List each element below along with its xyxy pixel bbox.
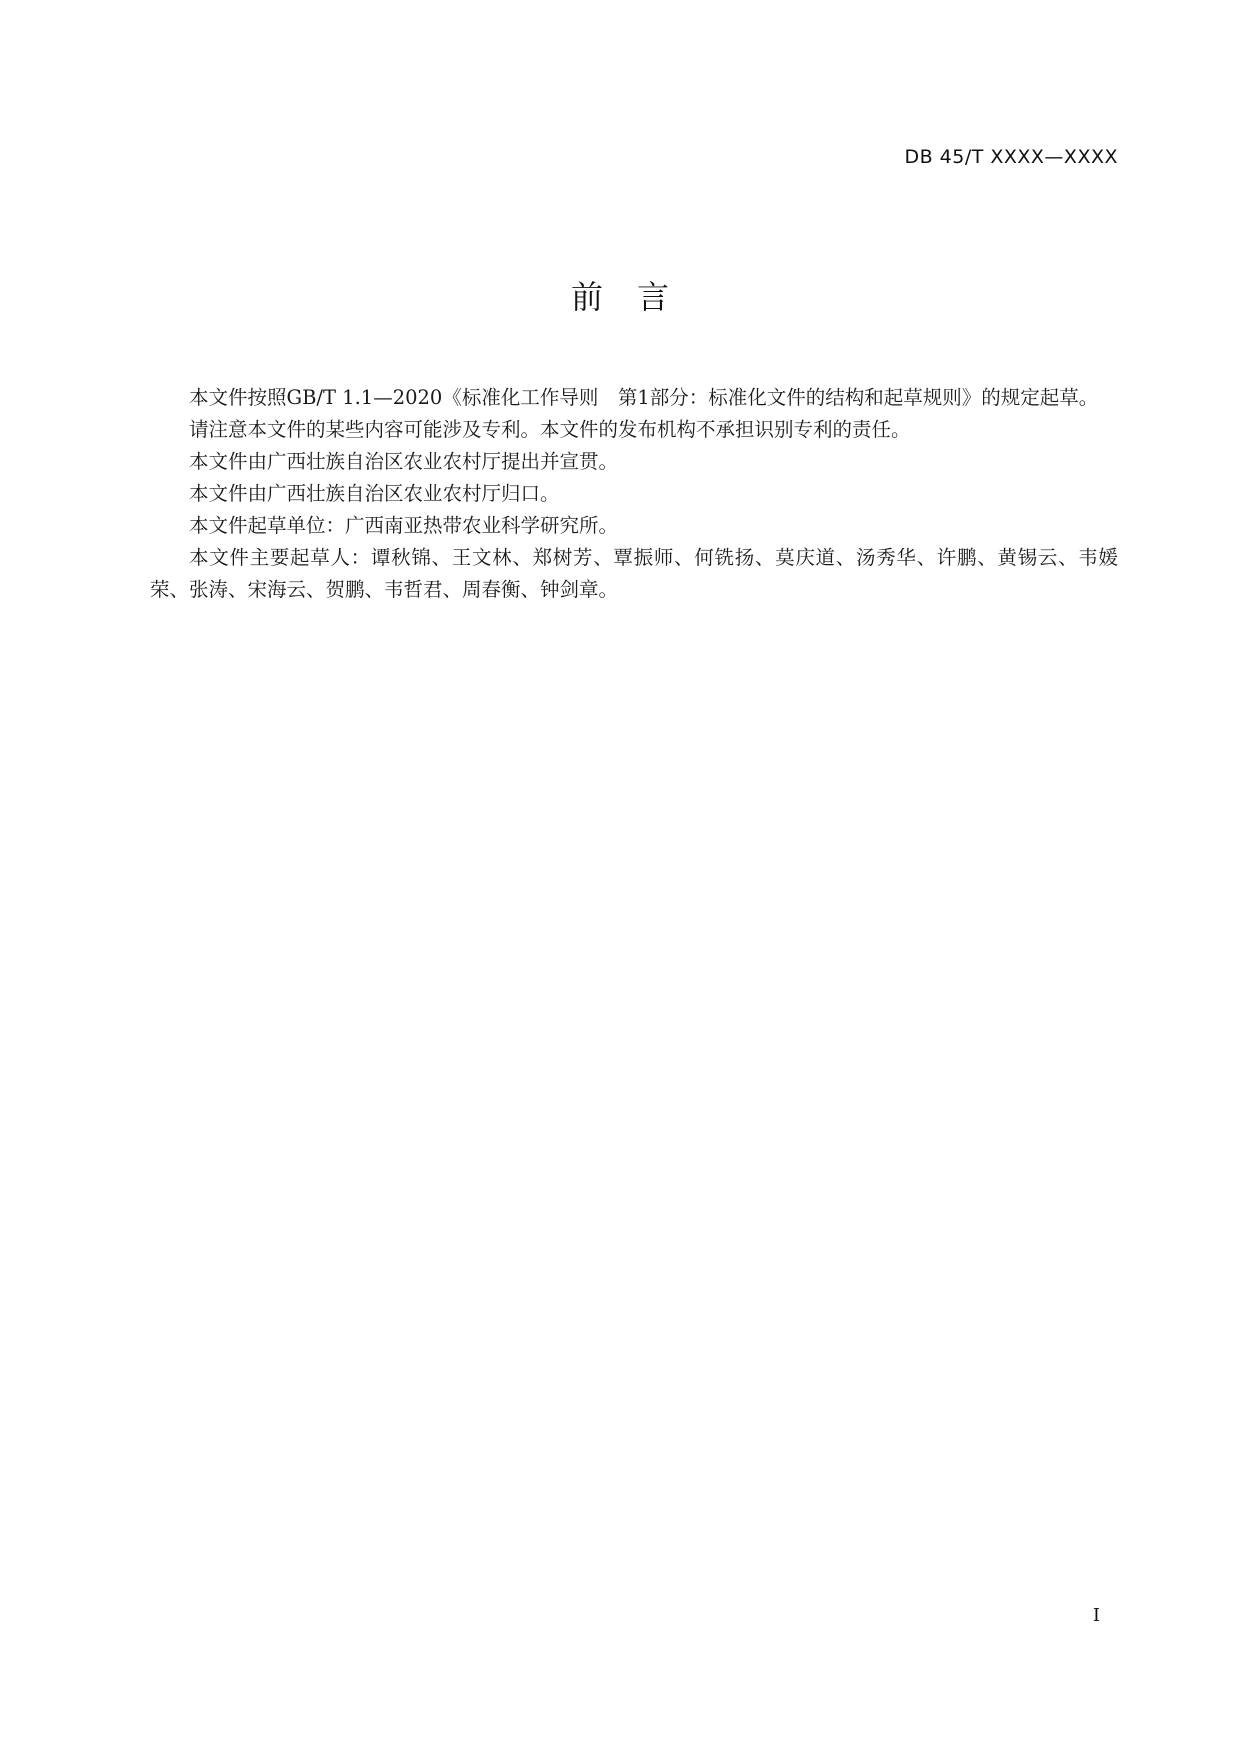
paragraph-proposer: 本文件由广西壮族自治区农业农村厅提出并宣贯。: [189, 450, 619, 473]
paragraph-drafting-unit: 本文件起草单位：广西南亚热带农业科学研究所。: [189, 514, 619, 537]
title-char-1: 前: [570, 278, 603, 316]
paragraph-centralized-by: 本文件由广西壮族自治区农业农村厅归口。: [189, 482, 560, 505]
document-number: DB 45/T XXXX—XXXX: [904, 146, 1118, 168]
title-char-2: 言: [637, 278, 670, 316]
paragraph-drafters: 本文件主要起草人：谭秋锦、王文林、郑树芳、覃振师、何铣扬、莫庆道、汤秀华、许鹏、黄锡云、韦媛荣、张涛、宋海云、贺鹏、韦哲君、周春衡、钟剑章。: [150, 546, 1118, 601]
page-number: I: [1092, 1605, 1100, 1626]
paragraph-drafting-rules: 本文件按照GB/T 1.1—2020《标准化工作导则 第1部分：标准化文件的结构和起草规则》的规定起草。: [189, 386, 1099, 409]
page-title: [0, 272, 1240, 318]
paragraph-patent-notice: 请注意本文件的某些内容可能涉及专利。本文件的发布机构不承担识别专利的责任。: [189, 418, 911, 441]
foreword-body: [150, 382, 1118, 606]
